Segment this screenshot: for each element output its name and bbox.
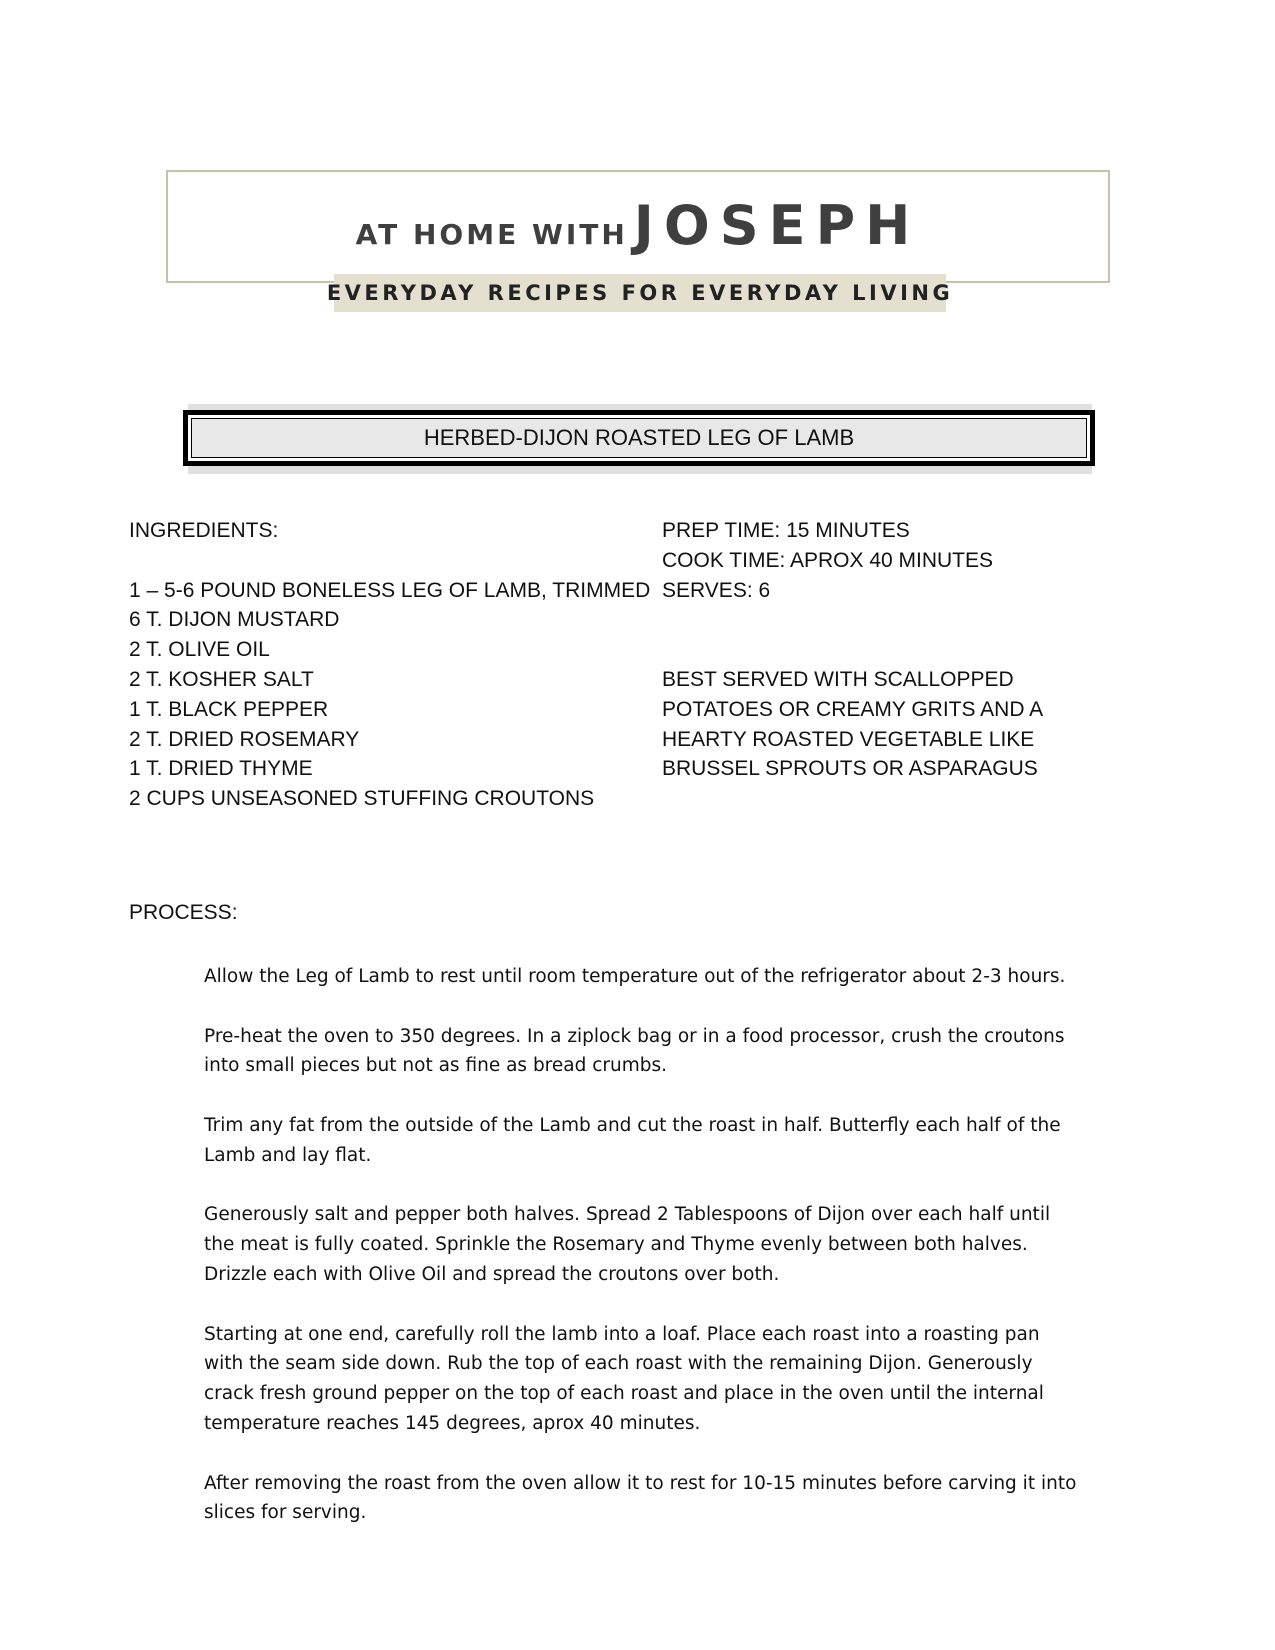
brand-header-box: [166, 170, 1110, 283]
ingredient-item: 2 T. OLIVE OIL: [129, 638, 270, 662]
brand-prefix: AT HOME WITH: [355, 218, 628, 251]
ingredient-item: 2 T. KOSHER SALT: [129, 667, 314, 691]
ingredient-item: 2 T. DRIED ROSEMARY: [129, 727, 360, 751]
serving-note: [662, 665, 1082, 784]
ingredients-list: [129, 576, 649, 814]
ingredient-item: 6 T. DIJON MUSTARD: [129, 608, 340, 632]
process-step: Starting at one end, carefully roll the lamb into a loaf. Place each roast into a roasting pan with the seam side down. Rub the top of each roast with the remaining Dijon. Generously crack fresh ground pepper on the top of each roast and place in the oven until the internal temperature reaches 145 degrees, aprox 40 minutes.: [204, 1323, 1044, 1434]
ingredients-heading: INGREDIENTS:: [129, 519, 279, 542]
process-steps: [204, 962, 1084, 1558]
cook-time: COOK TIME: APROX 40 MINUTES: [662, 548, 994, 572]
serves: SERVES: 6: [662, 578, 771, 602]
ingredient-item: 2 CUPS UNSEASONED STUFFING CROUTONS: [129, 787, 595, 811]
title-banner-inner: [191, 418, 1087, 458]
recipe-info-section: [662, 516, 1082, 784]
process-step: Pre-heat the oven to 350 degrees. In a ziplock bag or in a food processor, crush the croutons into small pieces but not as fine as bread crumbs.: [204, 1025, 1065, 1077]
process-step: After removing the roast from the oven allow it to rest for 10-15 minutes before carving it into slices for serving.: [204, 1472, 1077, 1524]
ingredient-item: 1 T. DRIED THYME: [129, 757, 313, 781]
brand-logo: [168, 194, 1108, 257]
serving-note-line: POTATOES OR CREAMY GRITS AND A: [662, 697, 1044, 721]
tagline: EVERYDAY RECIPES FOR EVERYDAY LIVING: [326, 281, 954, 305]
spacer: [129, 546, 649, 576]
ingredient-item: 1 – 5-6 POUND BONELESS LEG OF LAMB, TRIMMED: [129, 578, 651, 602]
prep-time: PREP TIME: 15 MINUTES: [662, 519, 910, 542]
ingredient-item: 1 T. BLACK PEPPER: [129, 697, 329, 721]
serving-note-line: BRUSSEL SPROUTS OR ASPARAGUS: [662, 757, 1038, 781]
title-banner: [183, 410, 1095, 466]
serving-note-line: HEARTY ROASTED VEGETABLE LIKE: [662, 727, 1035, 751]
ingredients-section: [129, 516, 649, 814]
process-step: Allow the Leg of Lamb to rest until room temperature out of the refrigerator about 2-3 hours.: [204, 966, 1066, 987]
recipe-title: HERBED-DIJON ROASTED LEG OF LAMB: [423, 425, 855, 450]
brand-name: JOSEPH: [633, 194, 921, 257]
serving-note-line: BEST SERVED WITH SCALLOPPED: [662, 667, 1014, 691]
process-step: Generously salt and pepper both halves. Spread 2 Tablespoons of Dijon over each half until the meat is fully coated. Sprinkle the Rosemary and Thyme evenly between both halves. Drizzle each with Olive Oil and spread the croutons over both.: [204, 1204, 1051, 1285]
process-heading: PROCESS:: [129, 901, 238, 924]
tagline-bar: [326, 274, 954, 312]
spacer: [662, 605, 1082, 665]
process-step: Trim any fat from the outside of the Lamb and cut the roast in half. Butterfly each half of the Lamb and lay flat.: [204, 1114, 1061, 1166]
